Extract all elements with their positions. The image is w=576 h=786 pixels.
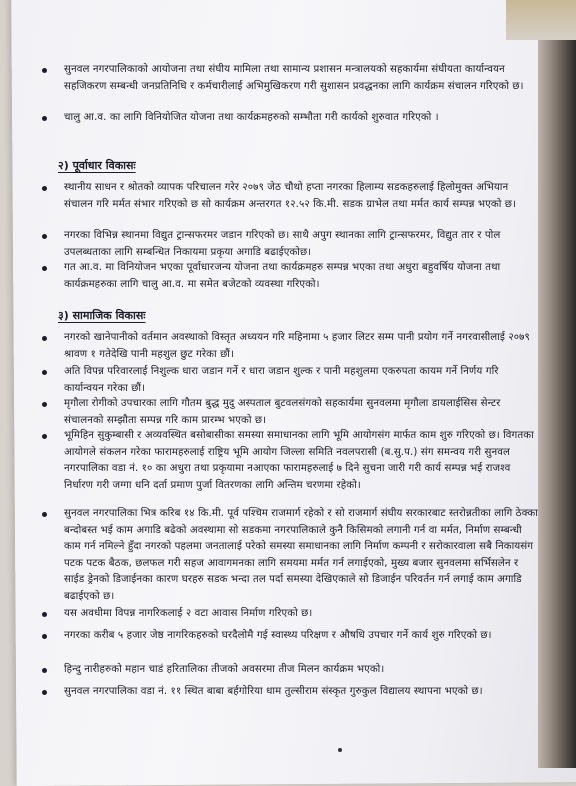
bullet-text: यस अवधीमा विपन्न नागरिकलाई २ वटा आवास निर्माण गरिएको छ।	[64, 608, 313, 619]
list-item	[64, 606, 539, 623]
list-item	[64, 62, 539, 95]
bullet-text: सुनवल नगरपालिकाको आयोजना तथा संघीय मामिला तथा सामान्य प्रशासन मन्त्रालयको सहकार्यमा संघीयता कार्यान्वयन सहजिकरण सम्बन्धी जनप्रतिनिधि र कर्मचारीलाई अभिमुखिकरण गरी सुशासन प्रवद्धनका लागि कार्यक्रम संचालन गरिएको छ।	[64, 64, 524, 92]
section-heading: ३) सामाजिक विकासः	[58, 309, 146, 322]
list-item	[64, 110, 539, 127]
bullet-text: हिन्दु नारीहरुको महान चाडं हरितालिका तीजको अवसरमा तीज मिलन कार्यक्रम भएको।	[64, 664, 385, 675]
bullet-dot	[42, 186, 47, 191]
bullet-dot	[42, 370, 47, 375]
bullet-dot	[42, 434, 47, 439]
bullet-text: नगरको खानेपानीको वर्तमान अवस्थाको विस्तृत अध्ययन गरि महिनामा ५ हजार लिटर सम्म पानी प्रयोग गर्ने नगरवासीलाई २०७९ श्रावण १ गतेदेखि पानी महशुल छुट गरेका छौं।	[64, 332, 530, 360]
list-item	[64, 396, 539, 429]
bullet-dot	[42, 634, 47, 639]
bullet-text: गत आ.व. मा विनियोजन भएका पूर्वाधारजन्य योजना तथा कार्यक्रमहरु सम्पन्न भएका तथा अधुरा बहुवर्षिय योजना तथा कार्यक्रमहरुका लागि चालु आ.व. मा समेत बजेटको व्यवस्था गरिएको।	[64, 262, 501, 290]
bullet-dot	[42, 402, 47, 407]
bullet-dot	[42, 612, 47, 617]
bullet-text: स्थानीय साधन र श्रोतको व्यापक परिचालन गरेर २०७९ जेठ चौथो हप्ता नगरका हिलाम्य सडकहरुलाई हिलोमुक्त अभियान संचालन गरि मर्मत संभार गरिएको छ सो कार्यक्रम अन्तरगत १२.५२ कि.मी. सडक ग्राभेल तथा मर्मत कार्य सम्पन्न भएको छ।	[64, 182, 516, 210]
bullet-text: भूमिहिन सुकुम्बासी र अव्यवस्थित बसोबासीका समस्या समाधानका लागि भूमि आयोगसंग मार्फत काम शुरु गरिएको छ। विगतका आयोगले संकलन गरेका फारामहरुलाई राष्ट्रिय भूमि आयोग जिल्ला समिति नवलपरासी (ब.सु.प.) संग समन्वय गरी सुनवल नगरपालिका वडा नं. १० का अधुरा तथा प्रकृयामा नआएका फारामहरुलाई ७ दिने सुचना जारी गरी कार्य सम्पन्न भई राजश्व निर्धारण गरी जग्गा धनि दर्ता प्रमाण पुर्जा वितरणका लागि अन्तिम चरणमा रहेको।	[64, 430, 534, 491]
page-mark	[338, 748, 342, 752]
section-heading: २) पूर्वाधार विकासः	[58, 159, 136, 172]
bullet-text: नगरका विभिन्न स्थानमा विद्युत ट्रान्सफरमर जडान गरिएको छ। साथै अपुग स्थानका लागि ट्रान्सफरमर, विद्युत तार र पोल उपलब्धताका लागि सम्बन्धित निकायमा प्रकृया अगाडि बढाईएकोछ।	[64, 230, 501, 258]
bullet-dot	[42, 68, 47, 73]
list-item	[64, 662, 539, 679]
bullet-text: नगरका करीब ५ हजार जेष्ठ नागरिकहरुको घरदैलोमै गई स्वास्थ्य परिक्षण र औषधि उपचार गर्ने कार्य शुरु गरिएको छ।	[64, 630, 492, 641]
bullet-text: मृगौला रोगीको उपचारका लागि गौतम बुद्ध मुदु अस्पताल बुटवलसंगको सहकार्यमा सुनवलमा मृगौला डायलाईसिस सेन्टर संचालनको सम्झौता सम्पन्न गरि काम प्रारम्भ भएको छ।	[64, 398, 501, 426]
bullet-dot	[42, 234, 47, 239]
list-item	[64, 684, 539, 701]
list-item	[64, 506, 539, 605]
bullet-text: अति विपन्न परिवारलाई निशुल्क धारा जडान गर्ने र धारा जडान शुल्क र पानी महशुलमा एकरुपता कायम गर्ने निर्णय गरि कार्यान्वयन गरेका छौं।	[64, 366, 499, 394]
bullet-dot	[42, 116, 47, 121]
bullet-text: सुनवल नगरपालिका वडा नं. ११ स्थित बाबा बर्हगोरिया धाम तुल्सीराम संस्कृत गुरुकुल विद्यालय स्थापना भएको छ।	[64, 686, 483, 697]
bullet-dot	[42, 690, 47, 695]
list-item	[64, 364, 539, 397]
bullet-text: सुनवल नगरपालिका भित्र करिब १४ कि.मी. पूर्व पश्चिम राजमार्ग रहेको र सो राजमार्ग संघीय सरकारबाट स्तरोन्नतीका लागि ठेक्का बन्दोबस्त भई काम अगाडि बढेको अवस्थामा सो सडकमा नगरपालिकाले कुनै किसिमको लगानी गर्न वा मर्मत, निर्माण सम्बन्धी काम गर्न नमिल्ने हुँदा नगरको पहलमा जनतालाई परेको समस्या समाधानका लागि निर्माण कम्पनी र सरोकारवाला सबै निकायसंग पटक पटक बैठक, छलफल गरी सहज आवागमनका लागि समयमा मर्मत गर्न लगाईएको, मुख्य बजार सुनवलमा सर्भिसलेन र साईड ड्रेनको डिजाईनका कारण घरहरु सडक भन्दा तल पर्दा समस्या देखिएकाले सो डिजाईन परिवर्तन गर्न लगाई काम अगाडि बढाईएको छ।	[64, 508, 538, 602]
list-item	[64, 180, 539, 213]
list-item	[64, 628, 539, 645]
list-item	[64, 260, 539, 293]
bullet-dot	[42, 512, 47, 517]
list-item	[64, 228, 539, 261]
bullet-dot	[42, 336, 47, 341]
list-item	[64, 330, 539, 363]
list-item	[64, 428, 539, 494]
bullet-text: चालु आ.व. का लागि विनियोजित योजना तथा कार्यक्रमहरुको सम्भौता गरी कार्यको शुरुवात गरिएको ।	[64, 112, 439, 123]
bullet-dot	[42, 668, 47, 673]
bullet-dot	[42, 266, 47, 271]
